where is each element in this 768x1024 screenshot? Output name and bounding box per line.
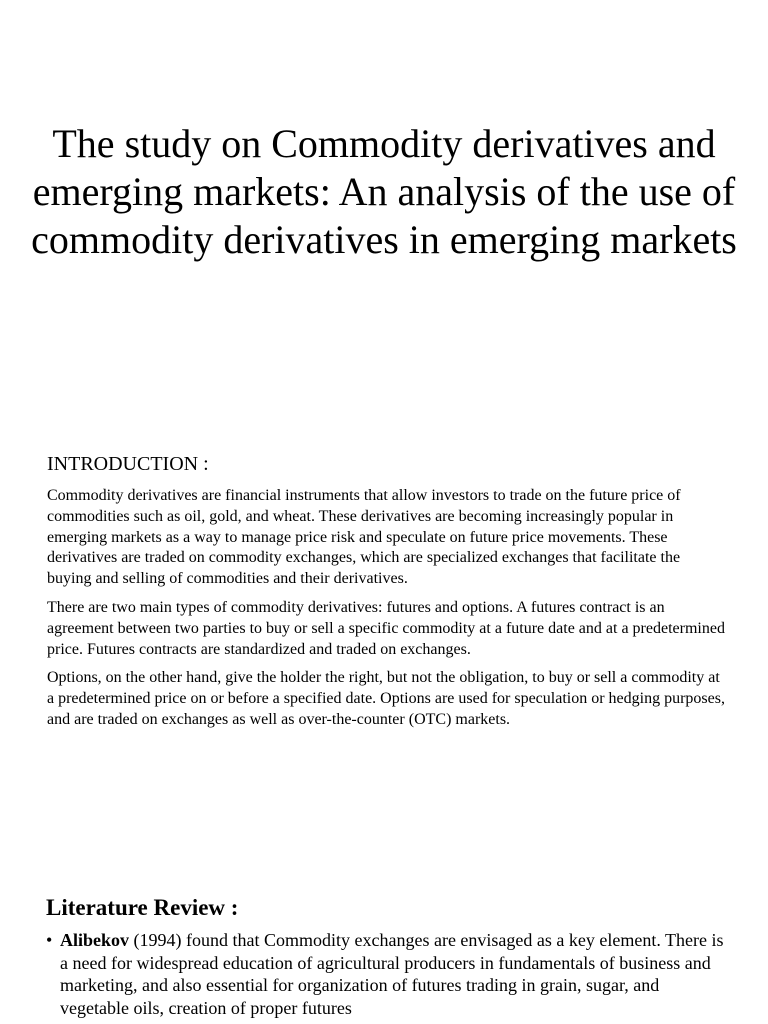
- introduction-paragraph: Options, on the other hand, give the holder the right, but not the obligation, to buy or sell a commodity at a predetermined price on or before a specified date. Options are used for speculation or hedging purposes, and are traded on exchanges as well as over-the-counter (OTC) markets.: [47, 669, 725, 728]
- literature-review-heading: Literature Review :: [46, 895, 239, 920]
- cited-author: Alibekov: [60, 930, 130, 950]
- bullet-icon: •: [46, 930, 53, 950]
- citation-text: (1994) found that Commodity exchanges are envisaged as a key element. There is a need for widespread education of agricultural producers in fundamentals of business and marketing, and also essential for organization of futures trading in grain, sugar, and vegetable oils, creation of proper futures: [60, 930, 724, 1018]
- literature-review-list: [46, 929, 726, 1019]
- introduction-heading: INTRODUCTION :: [47, 453, 209, 475]
- list-item: [46, 929, 726, 1019]
- introduction-paragraph: Commodity derivatives are financial instruments that allow investors to trade on the future price of commodities such as oil, gold, and wheat. These derivatives are becoming increasingly popular in emerging markets as a way to manage price risk and speculate on future price movements. These derivatives are traded on commodity exchanges, which are specialized exchanges that facilitate the buying and selling of commodities and their derivatives.: [47, 487, 681, 588]
- document-title: The study on Commodity derivatives and emerging markets: An analysis of the use of commodity derivatives in emerging markets: [31, 121, 737, 262]
- introduction-paragraph: There are two main types of commodity derivatives: futures and options. A futures contract is an agreement between two parties to buy or sell a specific commodity at a future date and at a predetermined price. Futures contracts are standardized and traded on exchanges.: [47, 598, 725, 658]
- introduction-section: [47, 450, 727, 739]
- literature-review-section: [46, 893, 726, 1019]
